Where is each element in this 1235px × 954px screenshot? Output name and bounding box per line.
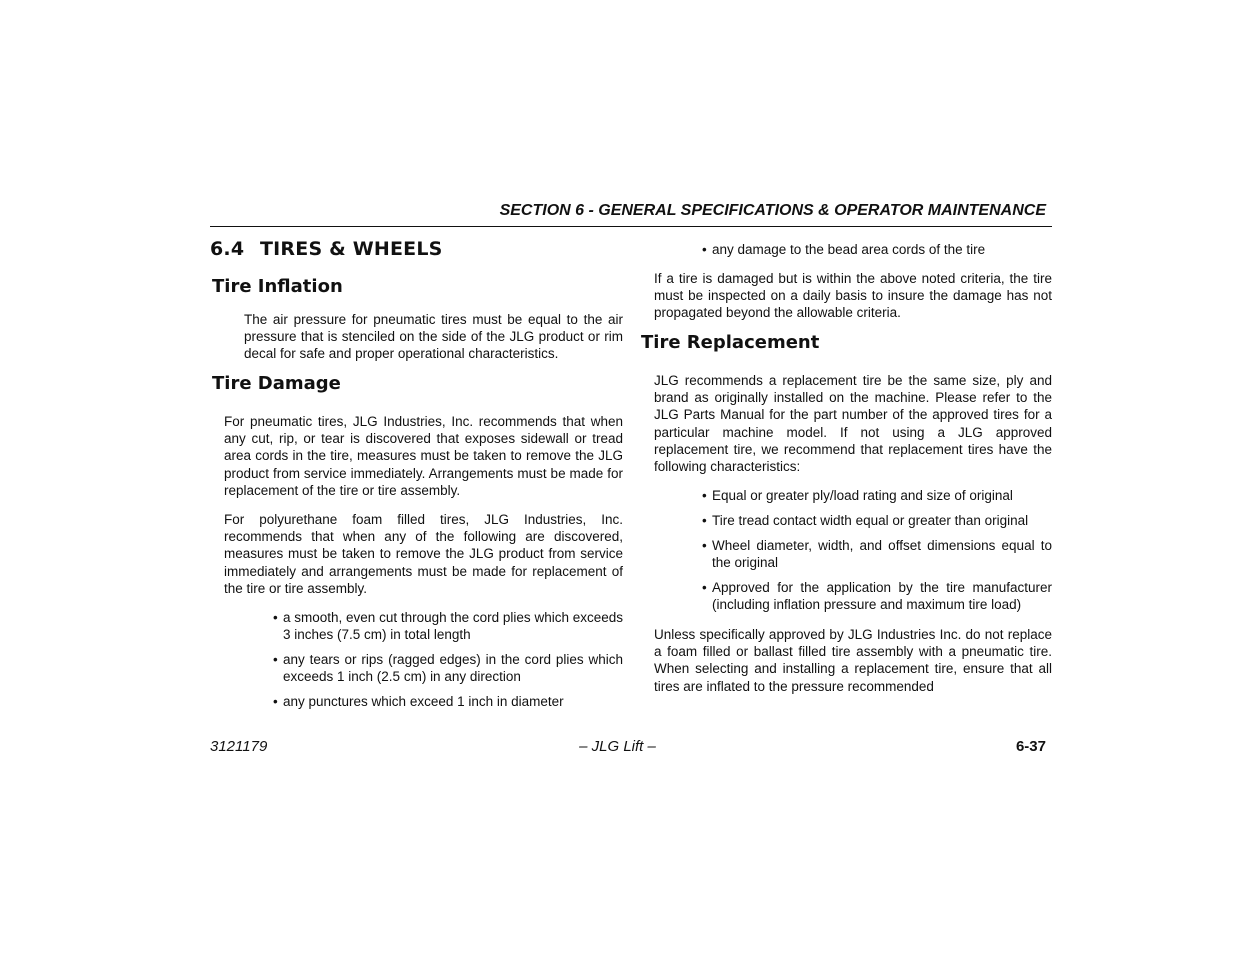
replacement-bullet-item [702, 537, 1052, 571]
damage-bullet-text: any tears or rips (ragged edges) in the cord plies which exceeds 1 inch (2.5 cm) in any direction [283, 652, 623, 685]
replacement-bullet-text: Tire tread contact width equal or greater than original [712, 513, 1029, 528]
bullet-dot: • [273, 652, 278, 667]
damage-bullet-text: any damage to the bead area cords of the tire [712, 242, 986, 257]
section-title-text: TIRES & WHEELS [260, 238, 443, 260]
replacement-bullet-item [702, 512, 1052, 529]
damage-bullet-item [273, 693, 623, 710]
section-header-title: SECTION 6 - GENERAL SPECIFICATIONS & OPERATOR MAINTENANCE [499, 202, 1046, 219]
replacement-bullet-item [702, 579, 1052, 613]
bullet-dot: • [702, 580, 707, 595]
damage-bullet-item [273, 609, 623, 643]
tire-damage-paragraph-2: For polyurethane foam filled tires, JLG Industries, Inc. recommends that when any of the following are discovered, measures must be taken to remove the JLG product from service immediately and arrangements must be made for replacement of the tire or tire assembly. [224, 512, 623, 596]
replacement-bullet-item [702, 487, 1052, 504]
replacement-bullet-text: Equal or greater ply/load rating and size of original [712, 488, 1013, 503]
damage-bullet-item [702, 241, 1053, 258]
tire-inflation-heading: Tire Inflation [212, 276, 343, 297]
bullet-dot: • [702, 513, 707, 528]
damage-bullet-text: any punctures which exceed 1 inch in diameter [283, 694, 564, 709]
footer-page-number: 6-37 [1015, 738, 1046, 755]
tire-damage-heading: Tire Damage [212, 373, 341, 394]
section-title [210, 238, 443, 260]
replacement-bullet-text: Approved for the application by the tire manufacturer (including inflation pressure and maximum tire load) [712, 580, 1052, 613]
bullet-dot: • [702, 538, 707, 553]
tire-inflation-text: The air pressure for pneumatic tires must be equal to the air pressure that is stenciled on the side of the JLG product or rim decal for safe and proper operational characteristics. [244, 312, 623, 362]
tire-replacement-paragraph-2: Unless specifically approved by JLG Industries Inc. do not replace a foam filled or ballast filled tire assembly with a pneumatic tire. When selecting and installing a replacement tire, ensure that all tires are inflated to the pressure recommended [654, 627, 1052, 694]
tire-replacement-heading: Tire Replacement [641, 332, 820, 353]
bullet-dot: • [702, 242, 707, 257]
replacement-bullet-text: Wheel diameter, width, and offset dimensions equal to the original [712, 538, 1052, 571]
bullet-dot: • [702, 488, 707, 503]
footer-publication: – JLG Lift – [579, 738, 656, 755]
damage-bullet-item [273, 651, 623, 685]
tire-replacement-paragraph-1: JLG recommends a replacement tire be the same size, ply and brand as originally installed on the machine. Please refer to the JLG Parts Manual for the part number of the approved tires for a particular machine model. If not using a JLG approved replacement tire, we recommend that replacement tires have the following characteristics: [654, 373, 1052, 475]
tire-damage-paragraph-1: For pneumatic tires, JLG Industries, Inc. recommends that when any cut, rip, or tear is discovered that exposes sidewall or tread area cords in the tire, measures must be taken to remove the JLG product from service immediately. Arrangements must be made for replacement of the tire or tire assembly. [224, 414, 623, 498]
damage-bullet-text: a smooth, even cut through the cord plies which exceeds 3 inches (7.5 cm) in total length [283, 610, 623, 643]
section-number: 6.4 [210, 238, 245, 260]
bullet-dot: • [273, 694, 278, 709]
header-rule [210, 226, 1052, 227]
tire-damage-paragraph-3: If a tire is damaged but is within the above noted criteria, the tire must be inspected on a daily basis to insure the damage has not propagated beyond the allowable criteria. [654, 271, 1052, 321]
footer-doc-number: 3121179 [210, 738, 268, 755]
bullet-dot: • [273, 610, 278, 625]
